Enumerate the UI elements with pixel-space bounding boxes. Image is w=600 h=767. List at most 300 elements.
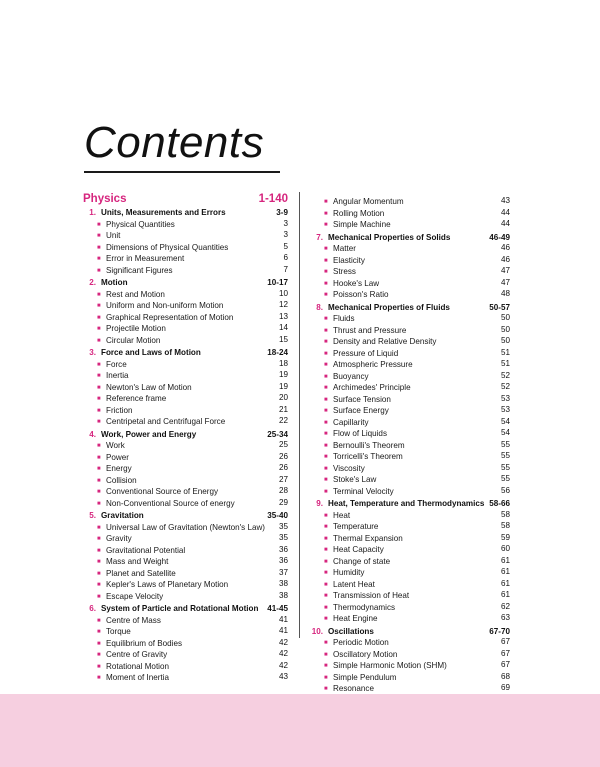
toc-topic-row[interactable] bbox=[83, 312, 288, 324]
square-bullet-icon: ■ bbox=[324, 292, 328, 298]
topic-name: Significant Figures bbox=[106, 265, 173, 275]
square-bullet-icon: ■ bbox=[324, 465, 328, 472]
square-bullet-icon: ■ bbox=[324, 488, 328, 495]
toc-topic-row[interactable] bbox=[310, 451, 510, 463]
toc-topic-row[interactable] bbox=[310, 440, 510, 452]
topic-page-number: 61 bbox=[500, 590, 510, 599]
toc-topic-row[interactable] bbox=[310, 567, 510, 579]
topic-label-group bbox=[97, 534, 132, 545]
toc-topic-row[interactable] bbox=[83, 230, 288, 242]
topic-page-number: 52 bbox=[500, 382, 510, 391]
topic-label-group bbox=[97, 464, 132, 475]
square-bullet-icon: ■ bbox=[97, 419, 101, 425]
toc-topic-row[interactable] bbox=[83, 265, 288, 277]
square-bullet-icon: ■ bbox=[97, 303, 101, 309]
chapter-page-range: 58-66 bbox=[489, 499, 510, 508]
topic-page-number: 42 bbox=[278, 637, 288, 647]
square-bullet-icon: ■ bbox=[97, 454, 101, 461]
square-bullet-icon: ■ bbox=[324, 524, 328, 530]
topic-name: Pressure of Liquid bbox=[333, 348, 399, 358]
square-bullet-icon: ■ bbox=[324, 604, 328, 611]
toc-right-column bbox=[310, 196, 510, 695]
toc-topic-row[interactable] bbox=[83, 591, 288, 603]
square-bullet-icon: ■ bbox=[97, 291, 101, 298]
topic-label-group bbox=[97, 243, 228, 254]
topic-label-group bbox=[324, 429, 387, 440]
toc-chapter-row[interactable] bbox=[310, 303, 510, 314]
topic-page-number: 53 bbox=[500, 393, 510, 403]
toc-topic-row[interactable] bbox=[310, 348, 510, 360]
topic-page-number: 26 bbox=[278, 463, 288, 472]
topic-page-number: 61 bbox=[500, 555, 510, 565]
square-bullet-icon: ■ bbox=[324, 316, 328, 322]
topic-page-number: 10 bbox=[278, 288, 288, 298]
toc-topic-row[interactable] bbox=[83, 382, 288, 394]
left-chapter-list bbox=[83, 208, 288, 684]
topic-name: Projectile Motion bbox=[106, 324, 166, 333]
toc-topic-row[interactable] bbox=[310, 405, 510, 417]
topic-name: Work bbox=[106, 441, 125, 450]
toc-topic-row[interactable] bbox=[310, 266, 510, 278]
topic-page-number: 68 bbox=[500, 671, 510, 681]
topic-label-group bbox=[97, 313, 233, 324]
square-bullet-icon: ■ bbox=[324, 339, 328, 345]
toc-topic-row[interactable] bbox=[83, 522, 288, 534]
topic-page-number: 12 bbox=[278, 300, 288, 309]
toc-topic-row[interactable] bbox=[83, 440, 288, 452]
topic-page-number: 19 bbox=[278, 370, 288, 379]
topic-label-group bbox=[324, 487, 394, 498]
topic-page-number: 47 bbox=[500, 277, 510, 287]
topic-name: Escape Velocity bbox=[106, 591, 164, 601]
toc-topic-row[interactable] bbox=[83, 393, 288, 405]
toc-topic-row[interactable] bbox=[310, 325, 510, 337]
topic-label-group bbox=[324, 290, 389, 301]
chapter-page-range: 41-45 bbox=[267, 604, 288, 613]
square-bullet-icon: ■ bbox=[324, 257, 328, 264]
toc-topic-row[interactable] bbox=[310, 660, 510, 672]
square-bullet-icon: ■ bbox=[97, 652, 101, 658]
topic-label-group bbox=[97, 254, 184, 265]
topic-name: Unit bbox=[106, 231, 121, 240]
topic-name: Humidity bbox=[333, 568, 365, 577]
topic-label-group bbox=[97, 627, 131, 638]
square-bullet-icon: ■ bbox=[97, 477, 101, 484]
topic-name: Change of state bbox=[333, 556, 391, 566]
topic-page-number: 43 bbox=[500, 196, 510, 205]
toc-topic-row[interactable] bbox=[83, 359, 288, 371]
square-bullet-icon: ■ bbox=[324, 570, 328, 576]
topic-page-number: 25 bbox=[278, 440, 288, 449]
toc-topic-row[interactable] bbox=[310, 683, 510, 695]
topic-name: Simple Machine bbox=[333, 220, 391, 229]
toc-topic-row[interactable] bbox=[310, 637, 510, 649]
topic-page-number: 22 bbox=[278, 416, 288, 425]
topic-label-group bbox=[324, 395, 391, 406]
toc-topic-row[interactable] bbox=[310, 533, 510, 545]
toc-chapter-row[interactable] bbox=[310, 499, 510, 510]
topic-label-group bbox=[324, 464, 365, 475]
chapter-label-group bbox=[310, 499, 484, 510]
topic-page-number: 35 bbox=[278, 521, 288, 531]
square-bullet-icon: ■ bbox=[97, 314, 101, 321]
topic-label-group bbox=[324, 580, 375, 591]
toc-topic-row[interactable] bbox=[83, 463, 288, 475]
square-bullet-icon: ■ bbox=[324, 663, 328, 669]
toc-topic-row[interactable] bbox=[310, 243, 510, 255]
toc-chapter-row[interactable] bbox=[83, 348, 288, 359]
topic-label-group bbox=[97, 616, 161, 627]
topic-name: Capillarity bbox=[333, 417, 369, 427]
chapter-label-group bbox=[83, 511, 144, 522]
topic-label-group bbox=[324, 638, 389, 649]
topic-page-number: 50 bbox=[500, 324, 510, 334]
topic-label-group bbox=[324, 534, 403, 545]
toc-topic-row[interactable] bbox=[83, 649, 288, 661]
chapter-page-range: 3-9 bbox=[276, 208, 288, 217]
toc-topic-row[interactable] bbox=[310, 417, 510, 429]
topic-name: Matter bbox=[333, 244, 356, 253]
square-bullet-icon: ■ bbox=[324, 373, 328, 380]
topic-name: Surface Energy bbox=[333, 406, 389, 415]
square-bullet-icon: ■ bbox=[97, 384, 101, 391]
toc-topic-row[interactable] bbox=[310, 278, 510, 290]
topic-page-number: 14 bbox=[278, 323, 288, 332]
toc-topic-row[interactable] bbox=[83, 242, 288, 254]
topic-name: Rolling Motion bbox=[333, 208, 385, 218]
topic-name: Heat bbox=[333, 510, 351, 520]
topic-name: Friction bbox=[106, 405, 133, 415]
toc-chapter-row[interactable] bbox=[310, 627, 510, 638]
toc-topic-row[interactable] bbox=[83, 626, 288, 638]
topic-name: Flow of Liquids bbox=[333, 429, 387, 438]
topic-label-group bbox=[324, 372, 369, 383]
chapter-number: 7. bbox=[316, 232, 323, 242]
topic-label-group bbox=[97, 290, 165, 301]
toc-topic-row[interactable] bbox=[83, 579, 288, 591]
square-bullet-icon: ■ bbox=[324, 408, 328, 414]
topic-page-number: 21 bbox=[278, 404, 288, 414]
topic-page-number: 27 bbox=[278, 474, 288, 484]
square-bullet-icon: ■ bbox=[97, 559, 101, 565]
toc-topic-row[interactable] bbox=[310, 463, 510, 475]
chapter-number: 4. bbox=[89, 429, 96, 439]
toc-topic-row[interactable] bbox=[83, 672, 288, 684]
topic-label-group bbox=[97, 383, 192, 394]
topic-page-number: 67 bbox=[500, 637, 510, 646]
toc-topic-row[interactable] bbox=[83, 416, 288, 428]
topic-page-number: 59 bbox=[500, 532, 510, 542]
toc-topic-row[interactable] bbox=[310, 336, 510, 348]
topic-page-number: 46 bbox=[500, 254, 510, 264]
toc-topic-row[interactable] bbox=[310, 371, 510, 383]
topic-name: Conventional Source of Energy bbox=[106, 487, 219, 496]
toc-topic-row[interactable] bbox=[310, 590, 510, 602]
toc-topic-row[interactable] bbox=[83, 452, 288, 464]
topic-page-number: 29 bbox=[278, 497, 288, 507]
topic-label-group bbox=[97, 487, 218, 498]
toc-topic-row[interactable] bbox=[310, 544, 510, 556]
subject-heading[interactable] bbox=[83, 192, 288, 206]
topic-page-number: 15 bbox=[278, 334, 288, 344]
square-bullet-icon: ■ bbox=[97, 582, 101, 588]
topic-page-number: 51 bbox=[500, 347, 510, 357]
toc-topic-row[interactable] bbox=[310, 394, 510, 406]
toc-topic-row[interactable] bbox=[310, 510, 510, 522]
toc-topic-row[interactable] bbox=[83, 533, 288, 545]
chapter-page-range: 25-34 bbox=[267, 429, 288, 439]
topic-name: Buoyancy bbox=[333, 371, 369, 381]
square-bullet-icon: ■ bbox=[97, 500, 101, 507]
toc-topic-row[interactable] bbox=[83, 253, 288, 265]
chapter-page-range: 67-70 bbox=[489, 626, 510, 636]
topic-page-number: 3 bbox=[283, 218, 288, 228]
square-bullet-icon: ■ bbox=[324, 477, 328, 483]
topic-label-group bbox=[324, 314, 355, 325]
toc-topic-row[interactable] bbox=[310, 255, 510, 267]
chapter-label-group bbox=[310, 303, 450, 314]
topic-page-number: 50 bbox=[500, 313, 510, 322]
topic-page-number: 55 bbox=[500, 439, 510, 449]
chapter-title: Heat, Temperature and Thermodynamics bbox=[328, 499, 485, 508]
topic-name: Physical Quantities bbox=[106, 219, 175, 229]
topic-label-group bbox=[324, 545, 384, 556]
toc-chapter-row[interactable] bbox=[83, 278, 288, 289]
toc-topic-row[interactable] bbox=[83, 486, 288, 498]
topic-page-number: 37 bbox=[278, 567, 288, 577]
topic-label-group bbox=[324, 568, 364, 579]
topic-name: Power bbox=[106, 452, 129, 462]
topic-label-group bbox=[324, 603, 395, 614]
square-bullet-icon: ■ bbox=[324, 385, 328, 391]
chapter-number: 2. bbox=[89, 278, 96, 287]
topic-page-number: 41 bbox=[278, 626, 288, 635]
toc-topic-row[interactable] bbox=[310, 219, 510, 231]
topic-page-number: 36 bbox=[278, 556, 288, 565]
toc-topic-row[interactable] bbox=[83, 556, 288, 568]
topic-page-number: 69 bbox=[500, 683, 510, 692]
topic-name: Centre of Mass bbox=[106, 615, 161, 625]
toc-topic-row[interactable] bbox=[310, 602, 510, 614]
toc-topic-row[interactable] bbox=[310, 313, 510, 325]
topic-label-group bbox=[324, 220, 391, 231]
topic-label-group bbox=[324, 684, 374, 695]
topic-name: Transmission of Heat bbox=[333, 591, 410, 600]
toc-topic-row[interactable] bbox=[310, 382, 510, 394]
topic-page-number: 51 bbox=[500, 359, 510, 368]
topic-name: Thrust and Pressure bbox=[333, 325, 407, 335]
topic-name: Bernoulli's Theorem bbox=[333, 440, 405, 450]
toc-topic-row[interactable] bbox=[83, 300, 288, 312]
square-bullet-icon: ■ bbox=[97, 267, 101, 274]
toc-topic-row[interactable] bbox=[83, 289, 288, 301]
chapter-label-group bbox=[310, 627, 374, 638]
square-bullet-icon: ■ bbox=[97, 640, 101, 647]
toc-topic-row[interactable] bbox=[83, 615, 288, 627]
topic-name: Simple Harmonic Motion (SHM) bbox=[333, 661, 447, 670]
square-bullet-icon: ■ bbox=[97, 593, 101, 600]
toc-topic-row[interactable] bbox=[310, 672, 510, 684]
chapter-label-group bbox=[83, 604, 258, 615]
topic-name: Thermodynamics bbox=[333, 602, 396, 612]
toc-chapter-row[interactable] bbox=[83, 604, 288, 615]
toc-topic-row[interactable] bbox=[310, 521, 510, 533]
toc-topic-row[interactable] bbox=[83, 323, 288, 335]
square-bullet-icon: ■ bbox=[324, 210, 328, 217]
square-bullet-icon: ■ bbox=[324, 396, 328, 403]
square-bullet-icon: ■ bbox=[324, 640, 328, 646]
topic-page-number: 38 bbox=[278, 590, 288, 600]
square-bullet-icon: ■ bbox=[97, 373, 101, 379]
toc-topic-row[interactable] bbox=[83, 219, 288, 231]
toc-topic-row[interactable] bbox=[83, 405, 288, 417]
chapter-label-group bbox=[83, 348, 201, 359]
toc-chapter-row[interactable] bbox=[83, 511, 288, 522]
toc-topic-row[interactable] bbox=[310, 474, 510, 486]
topic-label-group bbox=[324, 326, 406, 337]
square-bullet-icon: ■ bbox=[97, 256, 101, 262]
topic-name: Energy bbox=[106, 464, 132, 473]
topic-label-group bbox=[97, 406, 133, 417]
square-bullet-icon: ■ bbox=[97, 536, 101, 542]
topic-name: Hooke's Law bbox=[333, 278, 380, 288]
square-bullet-icon: ■ bbox=[97, 443, 101, 449]
toc-topic-row[interactable] bbox=[310, 359, 510, 371]
toc-topic-row[interactable] bbox=[310, 613, 510, 625]
topic-name: Heat Engine bbox=[333, 614, 378, 623]
topic-label-group bbox=[97, 580, 228, 591]
square-bullet-icon: ■ bbox=[324, 199, 328, 205]
topic-page-number: 46 bbox=[500, 243, 510, 252]
toc-topic-row[interactable] bbox=[310, 579, 510, 591]
topic-page-number: 42 bbox=[278, 660, 288, 670]
topic-label-group bbox=[97, 662, 169, 673]
square-bullet-icon: ■ bbox=[97, 524, 101, 531]
topic-name: Non-Conventional Source of energy bbox=[106, 498, 235, 508]
topic-page-number: 18 bbox=[278, 358, 288, 368]
footer-band bbox=[0, 694, 600, 767]
topic-label-group bbox=[97, 441, 125, 452]
topic-name: Centre of Gravity bbox=[106, 650, 168, 659]
square-bullet-icon: ■ bbox=[97, 396, 101, 402]
topic-name: Thermal Expansion bbox=[333, 533, 403, 543]
toc-topic-row[interactable] bbox=[310, 196, 510, 208]
square-bullet-icon: ■ bbox=[97, 489, 101, 495]
square-bullet-icon: ■ bbox=[97, 221, 101, 228]
topic-label-group bbox=[324, 360, 413, 371]
topic-label-group bbox=[324, 673, 396, 684]
topic-label-group bbox=[97, 324, 166, 335]
topic-label-group bbox=[324, 209, 384, 220]
topic-page-number: 44 bbox=[500, 207, 510, 217]
square-bullet-icon: ■ bbox=[324, 512, 328, 519]
topic-page-number: 63 bbox=[500, 613, 510, 622]
topic-label-group bbox=[97, 557, 168, 568]
topic-name: Kepler's Laws of Planetary Motion bbox=[106, 580, 229, 589]
chapter-title: Work, Power and Energy bbox=[101, 429, 197, 439]
topic-label-group bbox=[324, 441, 405, 452]
toc-topic-row[interactable] bbox=[310, 649, 510, 661]
topic-label-group bbox=[324, 267, 356, 278]
topic-label-group bbox=[97, 231, 120, 242]
topic-label-group bbox=[324, 383, 411, 394]
chapter-number: 10. bbox=[311, 626, 323, 636]
toc-chapter-row[interactable] bbox=[310, 233, 510, 244]
topic-name: Inertia bbox=[106, 371, 129, 380]
toc-topic-row[interactable] bbox=[83, 370, 288, 382]
topic-label-group bbox=[324, 661, 447, 672]
topic-label-group bbox=[97, 371, 129, 382]
topic-page-number: 47 bbox=[500, 266, 510, 275]
toc-topic-row[interactable] bbox=[83, 638, 288, 650]
toc-topic-row[interactable] bbox=[310, 428, 510, 440]
chapter-page-range: 18-24 bbox=[267, 348, 288, 357]
topic-page-number: 54 bbox=[500, 428, 510, 437]
toc-topic-row[interactable] bbox=[83, 545, 288, 557]
toc-topic-row[interactable] bbox=[83, 475, 288, 487]
toc-chapter-row[interactable] bbox=[83, 208, 288, 219]
square-bullet-icon: ■ bbox=[97, 337, 101, 344]
toc-topic-row[interactable] bbox=[83, 335, 288, 347]
chapter-label-group bbox=[83, 278, 128, 289]
topic-label-group bbox=[324, 614, 378, 625]
topic-page-number: 55 bbox=[500, 474, 510, 483]
toc-topic-row[interactable] bbox=[83, 498, 288, 510]
toc-topic-row[interactable] bbox=[310, 208, 510, 220]
square-bullet-icon: ■ bbox=[324, 222, 328, 228]
square-bullet-icon: ■ bbox=[324, 246, 328, 252]
topic-name: Terminal Velocity bbox=[333, 486, 394, 496]
square-bullet-icon: ■ bbox=[324, 558, 328, 565]
chapter-page-range: 50-57 bbox=[489, 302, 510, 312]
subject-pages: 1-140 bbox=[258, 193, 288, 205]
toc-topic-row[interactable] bbox=[310, 556, 510, 568]
chapter-page-range: 10-17 bbox=[267, 278, 288, 287]
topic-label-group bbox=[97, 266, 173, 277]
chapter-title: Mechanical Properties of Fluids bbox=[328, 302, 450, 312]
square-bullet-icon: ■ bbox=[97, 361, 101, 368]
chapter-number: 1. bbox=[89, 208, 96, 217]
toc-topic-row[interactable] bbox=[310, 486, 510, 498]
topic-label-group bbox=[97, 360, 127, 371]
toc-topic-row[interactable] bbox=[83, 661, 288, 673]
square-bullet-icon: ■ bbox=[324, 280, 328, 287]
toc-left-column bbox=[83, 192, 288, 684]
toc-chapter-row[interactable] bbox=[83, 430, 288, 441]
square-bullet-icon: ■ bbox=[324, 327, 328, 334]
topic-name: Mass and Weight bbox=[106, 557, 169, 566]
square-bullet-icon: ■ bbox=[324, 686, 328, 692]
toc-topic-row[interactable] bbox=[310, 289, 510, 301]
toc-topic-row[interactable] bbox=[83, 568, 288, 580]
topic-label-group bbox=[97, 499, 235, 510]
topic-name: Torricelli's Theorem bbox=[333, 452, 403, 461]
square-bullet-icon: ■ bbox=[97, 244, 101, 251]
topic-name: Simple Pendulum bbox=[333, 672, 397, 682]
square-bullet-icon: ■ bbox=[97, 663, 101, 670]
square-bullet-icon: ■ bbox=[324, 362, 328, 368]
topic-name: Temperature bbox=[333, 522, 379, 531]
topic-name: Stress bbox=[333, 267, 356, 276]
topic-label-group bbox=[324, 591, 409, 602]
square-bullet-icon: ■ bbox=[97, 617, 101, 624]
chapter-number: 8. bbox=[316, 302, 323, 312]
topic-page-number: 28 bbox=[278, 486, 288, 495]
topic-page-number: 26 bbox=[278, 451, 288, 461]
chapter-label-group bbox=[83, 430, 196, 441]
topic-label-group bbox=[324, 650, 397, 661]
square-bullet-icon: ■ bbox=[324, 431, 328, 437]
